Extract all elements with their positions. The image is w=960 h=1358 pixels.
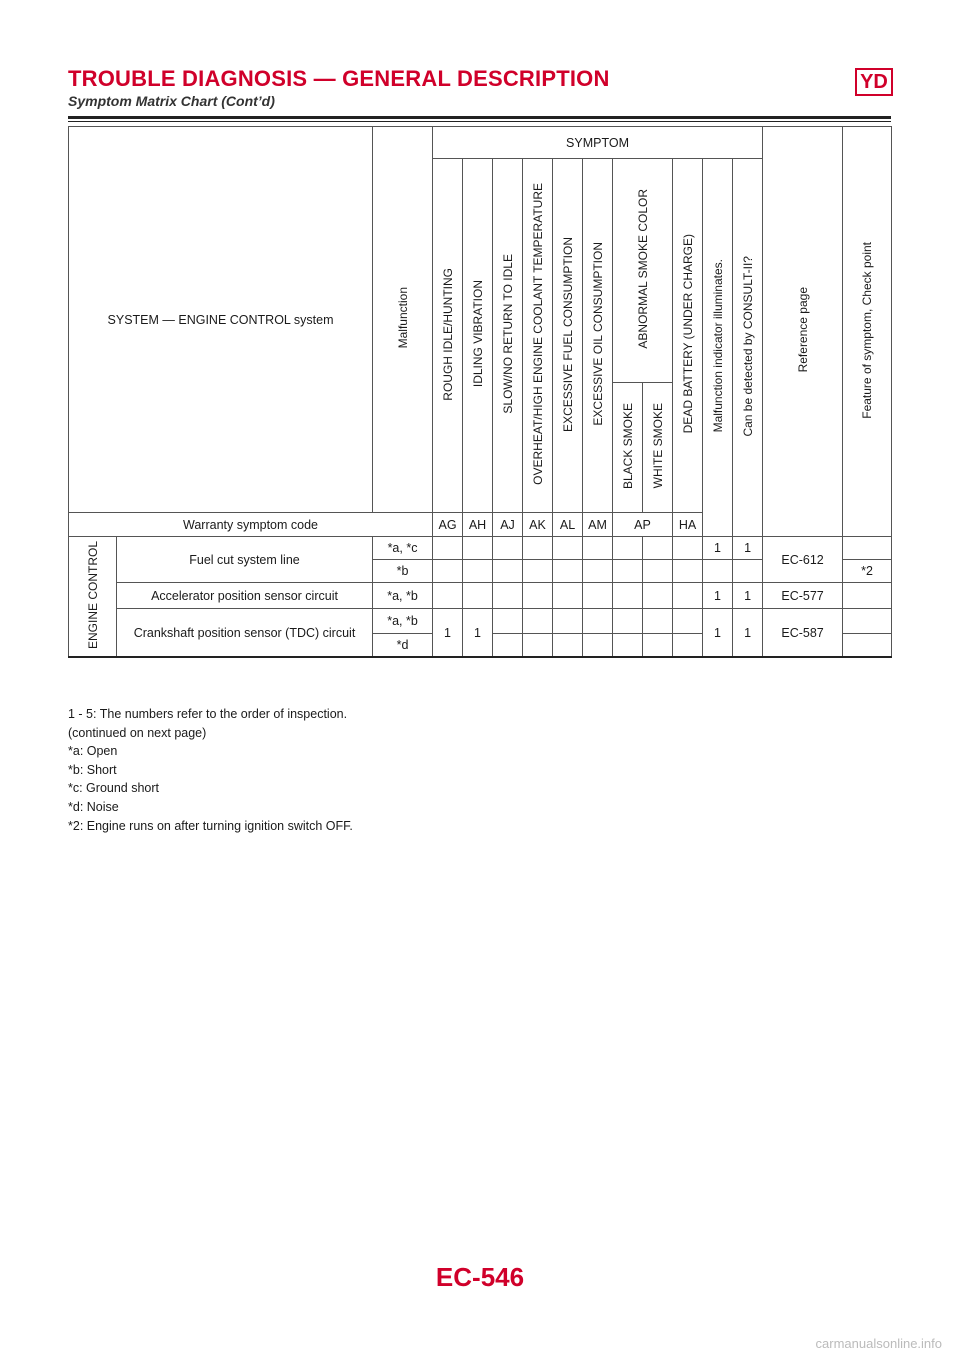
- consult-cell: 1: [733, 583, 763, 609]
- col-black-smoke: BLACK SMOKE: [620, 402, 635, 490]
- notes-block: [68, 705, 353, 835]
- col-reference-page: Reference page: [795, 287, 810, 373]
- feature-cell: *2: [843, 560, 892, 583]
- reference-cell: EC-587: [763, 609, 843, 658]
- reference-cell: EC-612: [763, 537, 843, 583]
- system-header: SYSTEM — ENGINE CONTROL system: [69, 127, 373, 513]
- malfunction-cell: *a, *c: [373, 537, 433, 560]
- watermark: carmanualsonline.info: [815, 1336, 942, 1351]
- code-cell: HA: [673, 513, 703, 537]
- col-dead-battery: DEAD BATTERY (UNDER CHARGE): [680, 234, 695, 434]
- row-name: Accelerator position sensor circuit: [117, 583, 373, 609]
- code-cell: AK: [523, 513, 553, 537]
- row-name: Fuel cut system line: [117, 537, 373, 583]
- col-idling-vibration: IDLING VIBRATION: [470, 280, 485, 388]
- col-mil: Malfunction indicator illuminates.: [710, 259, 725, 433]
- reference-cell: EC-577: [763, 583, 843, 609]
- col-white-smoke: WHITE SMOKE: [650, 403, 665, 489]
- section-badge: YD: [855, 68, 893, 96]
- col-overheat: OVERHEAT/HIGH ENGINE COOLANT TEMPERATURE: [530, 183, 545, 485]
- mil-cell: 1: [703, 609, 733, 658]
- page-number: EC-546: [435, 1262, 525, 1292]
- page-title: TROUBLE DIAGNOSIS — GENERAL DESCRIPTION: [68, 66, 610, 91]
- malfunction-cell: *b: [373, 560, 433, 583]
- malfunction-cell: *a, *b: [373, 609, 433, 634]
- code-cell: AH: [463, 513, 493, 537]
- table-row: [69, 583, 892, 609]
- col-abnormal-smoke: ABNORMAL SMOKE COLOR: [635, 189, 650, 349]
- mil-cell: 1: [703, 583, 733, 609]
- note-line: *b: Short: [68, 762, 117, 777]
- malfunction-cell: *d: [373, 634, 433, 658]
- malfunction-header: Malfunction: [395, 287, 410, 349]
- rough-idle-cell: 1: [433, 609, 463, 658]
- table-row: [69, 609, 892, 634]
- consult-cell: 1: [733, 537, 763, 560]
- col-rough-idle: ROUGH IDLE/HUNTING: [440, 267, 455, 401]
- header-rule: [68, 116, 891, 119]
- code-cell: AL: [553, 513, 583, 537]
- note-line: (continued on next page): [68, 725, 207, 740]
- note-line: *a: Open: [68, 744, 118, 759]
- group-engine-control: ENGINE CONTROL: [85, 541, 100, 650]
- symptom-header: SYMPTOM: [433, 127, 763, 159]
- code-cell: AJ: [493, 513, 523, 537]
- symptom-matrix-table: [68, 126, 892, 658]
- note-line: *d: Noise: [68, 799, 119, 814]
- code-cell: AP: [613, 513, 673, 537]
- col-slow-return: SLOW/NO RETURN TO IDLE: [500, 254, 515, 414]
- col-feature: Feature of symptom, Check point: [860, 241, 875, 419]
- idling-vibration-cell: 1: [463, 609, 493, 658]
- col-fuel-consumption: EXCESSIVE FUEL CONSUMPTION: [560, 236, 575, 432]
- header-rule-thin: [68, 121, 891, 122]
- row-name: Crankshaft position sensor (TDC) circuit: [117, 609, 373, 658]
- code-cell: AM: [583, 513, 613, 537]
- note-line: 1 - 5: The numbers refer to the order of inspection.: [68, 707, 348, 721]
- col-consult: Can be detected by CONSULT-II?: [740, 255, 755, 437]
- note-line: *c: Ground short: [68, 781, 160, 796]
- table-row: [69, 537, 892, 560]
- consult-cell: 1: [733, 609, 763, 658]
- page-subtitle: Symptom Matrix Chart (Cont’d): [68, 93, 275, 109]
- col-oil-consumption: EXCESSIVE OIL CONSUMPTION: [590, 242, 605, 426]
- warranty-label: Warranty symptom code: [69, 513, 433, 537]
- mil-cell: 1: [703, 537, 733, 560]
- note-line: *2: Engine runs on after turning ignition switch OFF.: [68, 818, 353, 833]
- code-cell: AG: [433, 513, 463, 537]
- malfunction-cell: *a, *b: [373, 583, 433, 609]
